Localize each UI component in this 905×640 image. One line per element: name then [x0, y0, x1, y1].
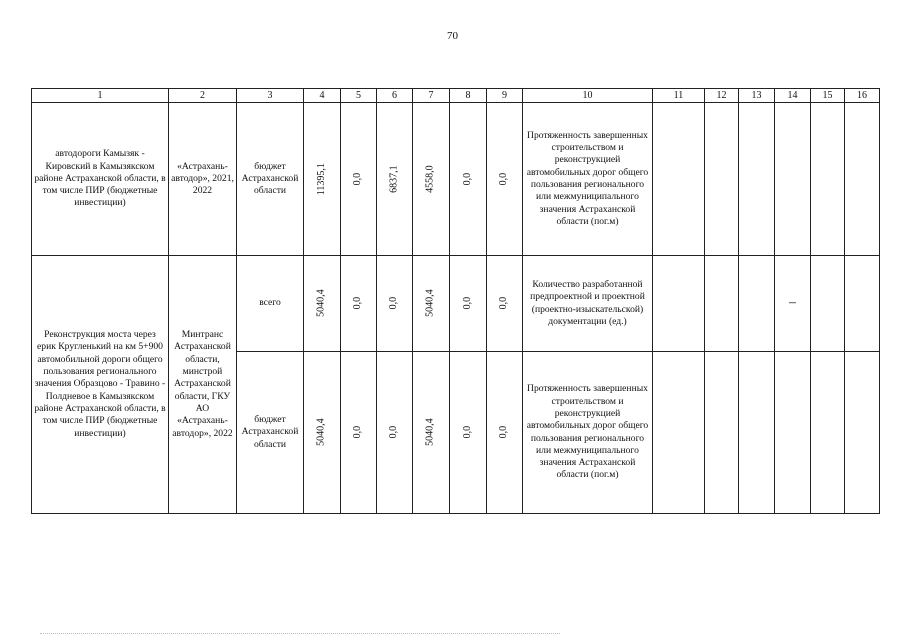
- empty-cell: [811, 103, 845, 256]
- value-8: 0,0: [461, 172, 473, 186]
- header-cell: 16: [845, 89, 880, 103]
- value-9: 0,0: [498, 172, 510, 186]
- object-name-cell: Реконструкция моста через ерик Кругленький на км 5+900 автомобильной дороги общего пользования регионального значения Образцово - Травино - Полдневое в Камызякском районе Астраханской области, в том числе ПИР (бюджетные инвестиции): [32, 256, 169, 514]
- value-cell-6: [377, 352, 413, 514]
- empty-cell: [845, 256, 880, 352]
- header-cell: 3: [237, 89, 304, 103]
- program-table: [31, 88, 880, 514]
- value-cell-5: [341, 103, 377, 256]
- executor-cell: Минтранс Астраханской области, минстрой Астраханской области, ГКУ АО «Астрахань-автодор», 2022: [169, 256, 237, 514]
- value-cell-4: [304, 103, 341, 256]
- empty-cell: [739, 256, 775, 352]
- value-cell-8: [450, 256, 487, 352]
- value-cell-8: [450, 352, 487, 514]
- value-4: 11395,1: [315, 162, 327, 196]
- header-cell: 14: [775, 89, 811, 103]
- scan-artifact-line: [40, 633, 560, 635]
- header-cell: 11: [653, 89, 705, 103]
- value-6: 6837,1: [388, 165, 400, 193]
- empty-cell: [775, 352, 811, 514]
- empty-cell: [705, 256, 739, 352]
- empty-cell: [705, 352, 739, 514]
- value-9: 0,0: [498, 297, 510, 310]
- empty-cell: [811, 352, 845, 514]
- value-9: 0,0: [498, 426, 510, 439]
- value-4: 5040,4: [315, 418, 327, 447]
- header-cell: 15: [811, 89, 845, 103]
- empty-cell: [739, 352, 775, 514]
- value-cell-7: [413, 256, 450, 352]
- value-5: 0,0: [352, 297, 364, 310]
- empty-cell: [705, 103, 739, 256]
- value-5: 0,0: [352, 172, 364, 186]
- value-cell-5: [341, 256, 377, 352]
- value-cell-4: [304, 256, 341, 352]
- value-cell-4: [304, 352, 341, 514]
- value-cell-8: [450, 103, 487, 256]
- value-5: 0,0: [352, 426, 364, 439]
- table-row: [32, 103, 880, 256]
- value-cell-6: [377, 103, 413, 256]
- value-cell-9: [487, 352, 523, 514]
- indicator-cell: Протяженность завершенных строительством и реконструкцией автомобильных дорог общего пользования регионального или межмуниципального значения Астраханской области (пог.м): [523, 352, 653, 514]
- funding-source-cell: бюджет Астраханской области: [237, 352, 304, 514]
- value-4: 5040,4: [315, 289, 327, 318]
- value-cell-7: [413, 103, 450, 256]
- empty-cell: [845, 352, 880, 514]
- header-cell: 9: [487, 89, 523, 103]
- value-6: 0,0: [388, 426, 400, 439]
- value-cell-9: [487, 103, 523, 256]
- header-cell: 13: [739, 89, 775, 103]
- empty-cell: [653, 256, 705, 352]
- header-cell: 5: [341, 89, 377, 103]
- value-cell-9: [487, 256, 523, 352]
- header-cell: 4: [304, 89, 341, 103]
- header-cell: 8: [450, 89, 487, 103]
- value-cell-5: [341, 352, 377, 514]
- object-name-cell: автодороги Камызяк - Кировский в Камызякском районе Астраханской области, в том числе ПИР (бюджетные инвестиции): [32, 103, 169, 256]
- empty-cell: [739, 103, 775, 256]
- value-cell-7: [413, 352, 450, 514]
- header-cell: 12: [705, 89, 739, 103]
- funding-source-cell: всего: [237, 256, 304, 352]
- header-cell: 2: [169, 89, 237, 103]
- header-cell: 1: [32, 89, 169, 103]
- header-cell: 6: [377, 89, 413, 103]
- indicator-cell: Протяженность завершенных строительством и реконструкцией автомобильных дорог общего пользования регионального или межмуниципального значения Астраханской области (пог.м): [523, 103, 653, 256]
- value-8: 0,0: [461, 297, 473, 310]
- value-7: 5040,4: [424, 289, 436, 318]
- empty-cell: [811, 256, 845, 352]
- indicator-cell: Количество разработанной предпроектной и проектной (проектно-изыскательской) документации (ед.): [523, 256, 653, 352]
- executor-cell: «Астрахань-автодор», 2021, 2022: [169, 103, 237, 256]
- dash-mark: –: [775, 256, 811, 352]
- header-cell: 10: [523, 89, 653, 103]
- value-cell-6: [377, 256, 413, 352]
- header-cell: 7: [413, 89, 450, 103]
- value-8: 0,0: [461, 426, 473, 439]
- empty-cell: [653, 352, 705, 514]
- table-row: [32, 256, 880, 352]
- empty-cell: [775, 103, 811, 256]
- value-6: 0,0: [388, 297, 400, 310]
- empty-cell: [653, 103, 705, 256]
- table-header-row: [32, 89, 880, 103]
- value-7: 4558,0: [424, 165, 436, 193]
- empty-cell: [845, 103, 880, 256]
- page-number: 70: [447, 30, 458, 42]
- funding-source-cell: бюджет Астраханской области: [237, 103, 304, 256]
- value-7: 5040,4: [424, 418, 436, 447]
